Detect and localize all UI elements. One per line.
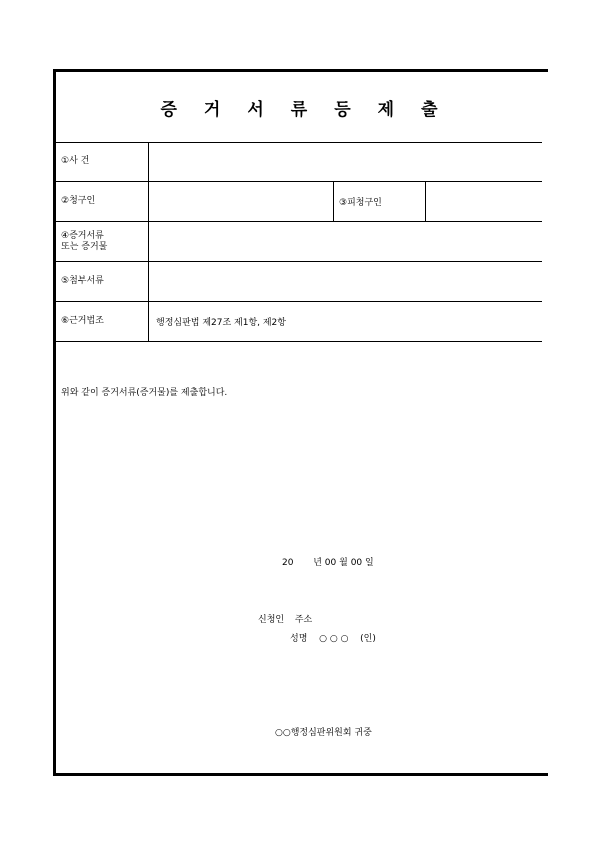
date-year-unit: 년 [313,558,322,568]
title-char: 출 [421,99,438,120]
title-char: 등 [334,99,351,120]
claimant-label: ②청구인 [56,182,149,221]
address-label: 주소 [294,615,313,625]
title-char: 류 [290,99,308,120]
legal-basis-label: ⑥근거법조 [56,302,149,341]
applicant-address-line [258,612,312,625]
name-value[interactable]: ○ ○ ○ [319,634,349,644]
date-month-unit: 월 [339,558,348,568]
row-parties [56,182,542,222]
evidence-label-line1: ④증거서류 [61,230,104,241]
recipient-line: ○○행정심판위원회 귀중 [275,728,372,738]
submission-statement: 위와 같이 증거서류(증거물)를 제출합니다. [61,388,228,398]
row-legal-basis [56,302,542,342]
respondent-label: ③피청구인 [333,182,426,221]
date-line [282,555,374,568]
date-year-prefix: 20 [282,558,294,568]
title-char: 거 [203,99,221,120]
seal-mark: (인) [360,634,376,644]
date-day-value[interactable]: 00 [350,558,363,568]
title-char: 제 [377,99,395,120]
title-char: 서 [247,99,264,120]
title-char: 증 [160,99,177,120]
name-label: 성명 [290,634,308,644]
evidence-label-line2: 또는 증거물 [61,241,108,252]
legal-basis-value: 행정심판법 제27조 제1항, 제2항 [156,318,286,328]
attachments-label: ⑤첨부서류 [56,262,149,301]
row-evidence [56,222,542,262]
applicant-label: 신청인 [258,615,285,625]
form-frame [53,69,548,776]
date-month-value[interactable]: 00 [324,558,337,568]
evidence-label [56,222,149,261]
date-day-unit: 일 [365,558,374,568]
form-title [56,72,542,143]
row-attachments [56,262,542,302]
row-case [56,142,542,182]
applicant-name-line [290,631,376,644]
case-label: ①사 건 [56,142,149,181]
